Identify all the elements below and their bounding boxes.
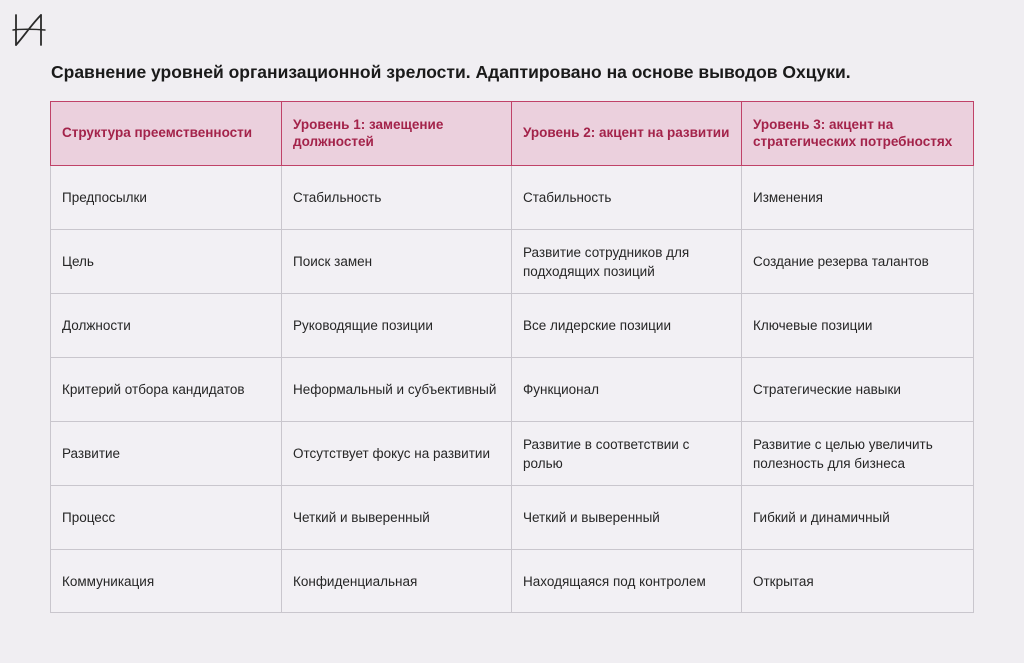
table-body: [51, 166, 974, 613]
row-label-cell: Развитие: [51, 422, 282, 486]
row-label-cell: Критерий отбора кандидатов: [51, 358, 282, 422]
table-row: [51, 550, 974, 613]
table-cell: Гибкий и динамичный: [742, 486, 974, 550]
table-row: [51, 166, 974, 230]
row-label-cell: Процесс: [51, 486, 282, 550]
table-cell: Функционал: [512, 358, 742, 422]
table-row: [51, 294, 974, 358]
table-cell: Создание резерва талантов: [742, 230, 974, 294]
table-cell: Развитие в соответствии с ролью: [512, 422, 742, 486]
monogram-logo-icon: [12, 12, 46, 48]
header-cell: Уровень 2: акцент на развитии: [512, 102, 742, 166]
row-label-cell: Цель: [51, 230, 282, 294]
table-cell: Поиск замен: [282, 230, 512, 294]
table-cell: Конфиденциальная: [282, 550, 512, 613]
table-cell: Ключевые позиции: [742, 294, 974, 358]
table-cell: Отсутствует фокус на развитии: [282, 422, 512, 486]
table-cell: Изменения: [742, 166, 974, 230]
table-cell: Развитие сотрудников для подходящих позиций: [512, 230, 742, 294]
table-cell: Открытая: [742, 550, 974, 613]
table-cell: Стратегические навыки: [742, 358, 974, 422]
table-cell: Стабильность: [282, 166, 512, 230]
table-row: [51, 422, 974, 486]
table-row: [51, 358, 974, 422]
table-row: [51, 486, 974, 550]
table-cell: Четкий и выверенный: [282, 486, 512, 550]
header-row: [51, 102, 974, 166]
table-cell: Четкий и выверенный: [512, 486, 742, 550]
row-label-cell: Должности: [51, 294, 282, 358]
table-header: [51, 102, 974, 166]
table-cell: Руководящие позиции: [282, 294, 512, 358]
header-cell: Структура преемственности: [51, 102, 282, 166]
table-cell: Находящаяся под контролем: [512, 550, 742, 613]
comparison-table: [50, 101, 974, 613]
table-cell: Стабильность: [512, 166, 742, 230]
page-title: Сравнение уровней организационной зрелости. Адаптировано на основе выводов Охцуки.: [51, 62, 851, 82]
header-cell: Уровень 3: акцент на стратегических потребностях: [742, 102, 974, 166]
table-row: [51, 230, 974, 294]
table-cell: Развитие с целью увеличить полезность для бизнеса: [742, 422, 974, 486]
row-label-cell: Предпосылки: [51, 166, 282, 230]
table-cell: Неформальный и субъективный: [282, 358, 512, 422]
row-label-cell: Коммуникация: [51, 550, 282, 613]
table-cell: Все лидерские позиции: [512, 294, 742, 358]
header-cell: Уровень 1: замещение должностей: [282, 102, 512, 166]
